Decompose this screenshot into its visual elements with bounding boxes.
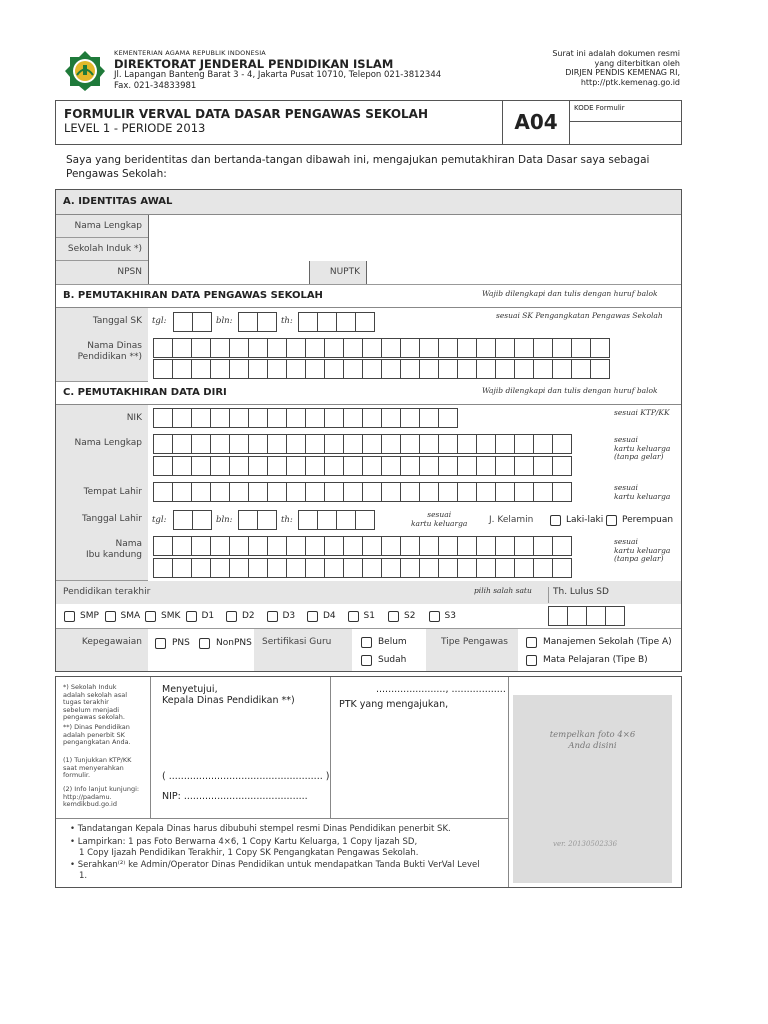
char-box[interactable] [172, 338, 192, 358]
char-box[interactable] [495, 536, 515, 556]
npsn-field[interactable] [148, 261, 310, 284]
char-box[interactable] [381, 434, 401, 454]
official-note: Surat ini adalah dokumen resmi yang diterbitkan oleh DIRJEN PENDIS KEMENAG RI, http://ptk.kemenag.go.id [552, 49, 680, 87]
date-place-line[interactable]: ......................., .................. [376, 684, 506, 695]
edu-option-label: S2 [404, 611, 416, 621]
char-box[interactable] [210, 408, 230, 428]
edu-s2-checkbox[interactable] [388, 611, 399, 622]
char-box[interactable] [533, 536, 553, 556]
nonpns-checkbox[interactable] [199, 638, 210, 649]
section-a-title: A. IDENTITAS AWAL [56, 190, 681, 215]
char-box[interactable] [419, 558, 439, 578]
char-box[interactable] [476, 536, 496, 556]
char-box[interactable] [229, 434, 249, 454]
char-box[interactable] [210, 338, 230, 358]
char-box[interactable] [172, 456, 192, 476]
nuptk-field[interactable] [366, 261, 681, 284]
char-box[interactable] [362, 482, 382, 502]
instruction-1: • Tandatangan Kepala Dinas harus dibubuhi stempel resmi Dinas Pendidikan penerbit SK. [70, 824, 451, 834]
char-box[interactable] [153, 558, 173, 578]
char-box[interactable] [286, 558, 306, 578]
char-box[interactable] [343, 434, 363, 454]
char-box[interactable] [286, 338, 306, 358]
char-box[interactable] [229, 558, 249, 578]
char-box[interactable] [286, 434, 306, 454]
char-box[interactable] [343, 359, 363, 379]
char-box[interactable] [153, 482, 173, 502]
char-box[interactable] [419, 536, 439, 556]
char-box[interactable] [172, 408, 192, 428]
char-box[interactable] [400, 338, 420, 358]
char-box[interactable] [457, 338, 477, 358]
char-box[interactable] [457, 536, 477, 556]
char-box[interactable] [324, 408, 344, 428]
char-box[interactable] [400, 359, 420, 379]
char-box[interactable] [305, 359, 325, 379]
char-box[interactable] [324, 456, 344, 476]
char-box[interactable] [495, 558, 515, 578]
nama-lengkap-boxes-row2[interactable] [153, 456, 571, 476]
nama-lengkap-awal-field[interactable] [148, 215, 681, 238]
footnote-2: **) Dinas Pendidikan adalah penerbit SK pengangkatan Anda. [63, 723, 131, 746]
kepala-nip-line[interactable]: NIP: ......................................... [162, 791, 308, 802]
version-text: ver. 20130502336 [553, 840, 618, 848]
char-box[interactable] [438, 434, 458, 454]
char-box[interactable] [419, 359, 439, 379]
char-box[interactable] [286, 536, 306, 556]
char-box[interactable] [533, 359, 553, 379]
char-box[interactable] [343, 338, 363, 358]
edu-s1-checkbox[interactable] [348, 611, 359, 622]
char-box[interactable] [419, 456, 439, 476]
char-box[interactable] [476, 338, 496, 358]
char-box[interactable] [191, 536, 211, 556]
char-box[interactable] [267, 434, 287, 454]
mata-pelajaran-checkbox[interactable] [526, 655, 537, 666]
char-box[interactable] [305, 338, 325, 358]
char-box[interactable] [343, 536, 363, 556]
pns-checkbox[interactable] [155, 638, 166, 649]
edu-options-row [56, 604, 681, 629]
photo-placeholder[interactable]: tempelkan foto 4×6 Anda disini ver. 20130502336 [513, 695, 672, 883]
char-box[interactable] [324, 482, 344, 502]
char-box[interactable] [438, 558, 458, 578]
char-box[interactable] [305, 408, 325, 428]
char-box[interactable] [191, 338, 211, 358]
kode-formulir-label: KODE Formulir [574, 104, 625, 112]
directorate-name: DIREKTORAT JENDERAL PENDIDIKAN ISLAM [114, 57, 394, 71]
char-box[interactable] [229, 536, 249, 556]
edu-option-label: D1 [201, 611, 215, 621]
edu-option-label: D2 [242, 611, 255, 621]
char-box[interactable] [381, 536, 401, 556]
edu-option-label: S1 [363, 611, 375, 621]
char-box[interactable] [400, 536, 420, 556]
footnote-1: *) Sekolah Induk adalah sekolah asal tugas terakhir sebelum menjadi pengawas sekolah. [63, 683, 128, 721]
char-box[interactable] [495, 434, 515, 454]
char-box[interactable] [172, 558, 192, 578]
char-box[interactable] [248, 338, 268, 358]
char-box[interactable] [533, 558, 553, 578]
char-box[interactable] [248, 482, 268, 502]
nama-dinas-boxes-row1[interactable] [153, 338, 609, 358]
char-box[interactable] [381, 482, 401, 502]
char-box[interactable] [514, 359, 534, 379]
edu-s3-checkbox[interactable] [429, 611, 440, 622]
lahir-year-boxes[interactable] [298, 510, 374, 530]
char-box[interactable] [267, 558, 287, 578]
char-box[interactable] [552, 434, 572, 454]
char-box[interactable] [305, 482, 325, 502]
char-box[interactable] [533, 338, 553, 358]
char-box[interactable] [476, 482, 496, 502]
char-box[interactable] [381, 408, 401, 428]
char-box[interactable] [571, 338, 591, 358]
belum-checkbox[interactable] [361, 637, 372, 648]
char-box[interactable] [191, 408, 211, 428]
signature-section: *) Sekolah Induk adalah sekolah asal tugas terakhir sebelum menjadi pengawas sekolah. **) Dinas Pendidikan adalah penerbit SK pengangkatan Anda. (1) Tunjukkan KTP/KK saat menyerahkan formulir. (2) Info lanjut kunjungi: http://padamu. kemdikbud.go.id Menyetujui, Kepala Dinas Pendidikan **) ( ................................................... ) NIP: ......................................... ......................., .................. PTK yang mengajukan, • Tandatangan Kepala Dinas harus dibubuhi stempel resmi Dinas Pendidikan penerbit SK. • Lampirkan: 1 pas Foto Berwarna 4×6, 1 Copy Kartu Keluarga, 1 Copy Ijazah SD, 1 Copy Ijazah Pendidikan Terakhir, 1 Copy SK Pengangkatan Pengawas Sekolah. • Serahkan⁽²⁾ ke Admin/Operator Dinas Pendidikan untuk mendapatkan Tanda Bukti VerVal Level 1. [55, 676, 682, 888]
char-box[interactable] [153, 536, 173, 556]
char-box[interactable] [229, 482, 249, 502]
kepala-name-line[interactable]: ( ................................................... ) [162, 771, 330, 782]
edu-option-label: S3 [444, 611, 456, 621]
edu-option-label: SMA [120, 611, 141, 621]
form-code: A04 [503, 101, 570, 144]
char-box[interactable] [210, 456, 230, 476]
char-box[interactable] [229, 338, 249, 358]
char-box[interactable] [248, 359, 268, 379]
char-box[interactable] [324, 558, 344, 578]
char-box[interactable] [476, 558, 496, 578]
lahir-month-boxes[interactable] [238, 510, 276, 530]
char-box[interactable] [533, 482, 553, 502]
edu-option-label: SMP [80, 611, 99, 621]
char-box[interactable] [552, 536, 572, 556]
char-box[interactable] [286, 359, 306, 379]
char-box[interactable] [457, 359, 477, 379]
intro-text: Saya yang beridentitas dan bertanda-tangan dibawah ini, mengajukan pemutakhiran Data Dasar saya sebagai Pengawas Sekolah: [66, 154, 650, 180]
char-box[interactable] [286, 456, 306, 476]
char-box[interactable] [210, 434, 230, 454]
edu-smk-checkbox[interactable] [145, 611, 156, 622]
nama-lengkap-boxes-row1[interactable] [153, 434, 571, 454]
char-box[interactable] [362, 434, 382, 454]
char-box[interactable] [229, 408, 249, 428]
edu-d4-checkbox[interactable] [307, 611, 318, 622]
char-box[interactable] [533, 434, 553, 454]
section-c-title: C. PEMUTAKHIRAN DATA DIRI [56, 382, 681, 405]
char-box[interactable] [381, 338, 401, 358]
char-box[interactable] [495, 338, 515, 358]
char-box[interactable] [210, 558, 230, 578]
char-box[interactable] [153, 434, 173, 454]
char-box[interactable] [172, 536, 192, 556]
char-box[interactable] [362, 536, 382, 556]
char-box[interactable] [400, 434, 420, 454]
char-box[interactable] [191, 482, 211, 502]
char-box[interactable] [324, 359, 344, 379]
char-box[interactable] [153, 456, 173, 476]
char-box[interactable] [400, 482, 420, 502]
char-box[interactable] [590, 359, 610, 379]
char-box[interactable] [419, 338, 439, 358]
char-box[interactable] [419, 434, 439, 454]
address-block: Jl. Lapangan Banteng Barat 3 - 4, Jakarta Pusat 10710, Telepon 021-3812344 Fax. 021-34833981 [114, 70, 442, 91]
tempat-lahir-boxes[interactable] [153, 482, 571, 502]
laki-laki-checkbox[interactable] [550, 515, 561, 526]
lahir-day-boxes[interactable] [173, 510, 211, 530]
char-box[interactable] [153, 359, 173, 379]
char-box[interactable] [476, 434, 496, 454]
char-box[interactable] [248, 536, 268, 556]
ibu-kandung-boxes-row2[interactable] [153, 558, 571, 578]
char-box[interactable] [362, 456, 382, 476]
char-box[interactable] [343, 482, 363, 502]
char-box[interactable] [305, 456, 325, 476]
section-b-title: B. PEMUTAKHIRAN DATA PENGAWAS SEKOLAH [56, 285, 681, 308]
char-box[interactable] [514, 338, 534, 358]
char-box[interactable] [229, 359, 249, 379]
kemenag-logo [64, 50, 106, 92]
th-lulus-boxes[interactable] [548, 606, 624, 626]
char-box[interactable] [267, 408, 287, 428]
char-box[interactable] [438, 359, 458, 379]
char-box[interactable] [552, 338, 572, 358]
char-box[interactable] [267, 338, 287, 358]
char-box[interactable] [476, 359, 496, 379]
char-box[interactable] [267, 456, 287, 476]
char-box[interactable] [381, 558, 401, 578]
char-box[interactable] [210, 536, 230, 556]
char-box[interactable] [362, 408, 382, 428]
char-box[interactable] [457, 482, 477, 502]
char-box[interactable] [248, 558, 268, 578]
char-box[interactable] [172, 434, 192, 454]
char-box[interactable] [514, 536, 534, 556]
char-box[interactable] [438, 338, 458, 358]
char-box[interactable] [457, 558, 477, 578]
char-box[interactable] [191, 558, 211, 578]
char-box[interactable] [457, 434, 477, 454]
char-box[interactable] [533, 456, 553, 476]
char-box[interactable] [286, 482, 306, 502]
char-box[interactable] [191, 456, 211, 476]
edu-d3-checkbox[interactable] [267, 611, 278, 622]
kepala-dinas-label: Kepala Dinas Pendidikan **) [162, 695, 295, 706]
sudah-checkbox[interactable] [361, 655, 372, 666]
char-box[interactable] [590, 338, 610, 358]
nik-boxes[interactable] [153, 408, 457, 428]
char-box[interactable] [381, 456, 401, 476]
char-box[interactable] [419, 482, 439, 502]
char-box[interactable] [210, 482, 230, 502]
ibu-kandung-boxes-row1[interactable] [153, 536, 571, 556]
char-box[interactable] [495, 456, 515, 476]
footnote-4: (2) Info lanjut kunjungi: http://padamu. kemdikbud.go.id [63, 785, 140, 808]
char-box[interactable] [343, 456, 363, 476]
char-box[interactable] [571, 359, 591, 379]
char-box[interactable] [248, 456, 268, 476]
edu-smp-checkbox[interactable] [64, 611, 75, 622]
char-box[interactable] [305, 558, 325, 578]
char-box[interactable] [267, 482, 287, 502]
char-box[interactable] [324, 434, 344, 454]
char-box[interactable] [362, 359, 382, 379]
char-box[interactable] [514, 434, 534, 454]
char-box[interactable] [381, 359, 401, 379]
char-box[interactable] [362, 338, 382, 358]
manajemen-sekolah-checkbox[interactable] [526, 637, 537, 648]
char-box[interactable] [153, 408, 173, 428]
nama-dinas-boxes-row2[interactable] [153, 359, 609, 379]
char-box[interactable] [172, 482, 192, 502]
edu-sma-checkbox[interactable] [105, 611, 116, 622]
char-box[interactable] [552, 456, 572, 476]
form-subtitle: LEVEL 1 - PERIODE 2013 [64, 121, 206, 135]
char-box[interactable] [514, 482, 534, 502]
char-box[interactable] [457, 456, 477, 476]
edu-d1-checkbox[interactable] [186, 611, 197, 622]
char-box[interactable] [248, 408, 268, 428]
kode-formulir-field[interactable] [570, 121, 682, 122]
char-box[interactable] [305, 434, 325, 454]
char-box[interactable] [362, 558, 382, 578]
char-box[interactable] [438, 408, 458, 428]
char-box[interactable] [400, 408, 420, 428]
char-box[interactable] [324, 536, 344, 556]
form-title: FORMULIR VERVAL DATA DASAR PENGAWAS SEKOLAH [64, 107, 429, 121]
footnote-3: (1) Tunjukkan KTP/KK saat menyerahkan formulir. [63, 756, 132, 779]
sk-year-boxes[interactable] [298, 312, 374, 332]
char-box[interactable] [438, 536, 458, 556]
char-box[interactable] [153, 338, 173, 358]
edu-option-label: D4 [323, 611, 336, 621]
data-form: A. IDENTITAS AWAL Nama Lengkap Sekolah Induk *) NPSN NUPTK B. PEMUTAKHIRAN DATA PENGAWAS SEKOLAH Wajib dilengkapi dan tulis dengan huruf balok Tanggal SK tgl: bln: th: sesuai SK Pengangkatan Pengawas Sekolah Nama Dinas Pendidikan **) C. PEMUTAKHIRAN DATA DIRI Wajib dilengkapi dan tulis dengan huruf balok NIK sesuai KTP/KK Nama Lengkap sesuai kartu keluarga (tanpa gelar) Tempat Lahir sesuai kartu keluarga Tanggal Lahir tgl: bln: th: sesuai kartu keluarga J. Kelamin Laki-laki Perempuan Nama Ibu kandung sesuai kartu keluarga (tanpa gelar) Pendidikan terakhir pilih salah satu Th. Lulus SD SMP SMA SMK D1 D2 D3 D4 S1 S2 S3 Kepegawaian PNS NonPNS Sertifikasi Guru Belum Sudah Tipe Pengawas Manajemen Sekolah (Tipe A) Mata Pelajaran (Tipe B) [55, 189, 682, 672]
char-box[interactable] [343, 558, 363, 578]
perempuan-checkbox[interactable] [606, 515, 617, 526]
char-box[interactable] [191, 434, 211, 454]
char-box[interactable] [552, 482, 572, 502]
char-box[interactable] [400, 456, 420, 476]
menyetujui-label: Menyetujui, [162, 684, 218, 695]
char-box[interactable] [267, 536, 287, 556]
edu-d2-checkbox[interactable] [226, 611, 237, 622]
char-box[interactable] [514, 456, 534, 476]
char-box[interactable] [248, 434, 268, 454]
instruction-2: • Lampirkan: 1 pas Foto Berwarna 4×6, 1 Copy Kartu Keluarga, 1 Copy Ijazah SD, [70, 837, 418, 847]
title-box [55, 100, 682, 145]
char-box[interactable] [514, 558, 534, 578]
char-box[interactable] [495, 482, 515, 502]
char-box[interactable] [438, 482, 458, 502]
char-box[interactable] [438, 456, 458, 476]
sk-month-boxes[interactable] [238, 312, 276, 332]
char-box[interactable] [552, 359, 572, 379]
ministry-name: KEMENTERIAN AGAMA REPUBLIK INDONESIA [114, 49, 266, 57]
sekolah-induk-field[interactable] [148, 238, 681, 261]
char-box[interactable] [267, 359, 287, 379]
sk-day-boxes[interactable] [173, 312, 211, 332]
char-box[interactable] [400, 558, 420, 578]
char-box[interactable] [172, 359, 192, 379]
char-box[interactable] [286, 408, 306, 428]
char-box[interactable] [305, 536, 325, 556]
char-box[interactable] [343, 408, 363, 428]
edu-option-label: SMK [161, 611, 181, 621]
char-box[interactable] [495, 359, 515, 379]
ptk-label: PTK yang mengajukan, [339, 699, 449, 710]
char-box[interactable] [419, 408, 439, 428]
char-box[interactable] [324, 338, 344, 358]
char-box[interactable] [476, 456, 496, 476]
instruction-3: • Serahkan⁽²⁾ ke Admin/Operator Dinas Pendidikan untuk mendapatkan Tanda Bukti VerVal Level [70, 860, 480, 870]
char-box[interactable] [210, 359, 230, 379]
char-box[interactable] [191, 359, 211, 379]
char-box[interactable] [552, 558, 572, 578]
edu-option-label: D3 [282, 611, 296, 621]
char-box[interactable] [229, 456, 249, 476]
